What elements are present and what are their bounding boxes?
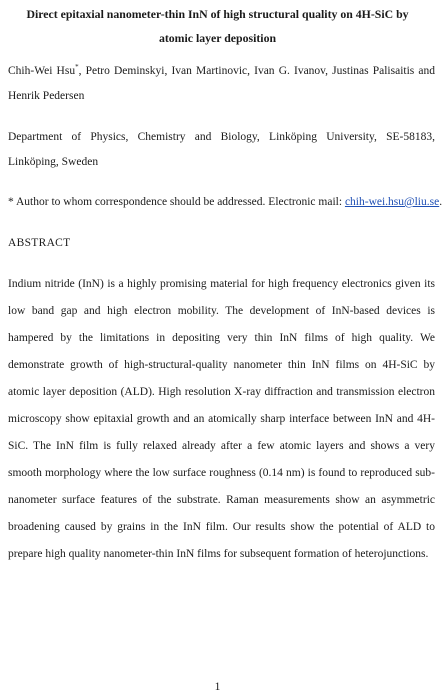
correspondence-note xyxy=(8,190,448,215)
first-author: Chih-Wei Hsu xyxy=(8,65,76,77)
corresponding-author-marker: * xyxy=(75,63,79,71)
email-link[interactable]: chih-wei.hsu@liu.se xyxy=(344,196,440,208)
paper-title: Direct epitaxial nanometer-thin InN of high structural quality on 4H-SiC by atomic layer deposition xyxy=(26,7,409,45)
correspondence-end: . xyxy=(439,196,443,208)
other-authors: , Petro Deminskyi, Ivan Martinovic, Ivan G. Ivanov, Justinas Palisaitis and Henrik Pedersen xyxy=(8,65,435,102)
page-number: 1 xyxy=(214,681,221,693)
affiliation: Department of Physics, Chemistry and Biology, Linköping University, SE-58183, Linköping, Sweden xyxy=(8,131,435,168)
author-list xyxy=(8,59,435,109)
abstract-heading: ABSTRACT xyxy=(8,237,71,249)
correspondence-text: * Author to whom correspondence should be addressed. Electronic mail: xyxy=(8,196,345,208)
abstract-body: Indium nitride (InN) is a highly promising material for high frequency electronics given its low band gap and high electron mobility. The development of InN-based devices is hampered by the limitations in depositing very thin InN films of high quality. We demonstrate growth of high-structural-quality nanometer thin InN films on 4H-SiC by atomic layer deposition (ALD). High resolution X-ray diffraction and transmission electron microscopy show epitaxial growth and an atomically sharp interface between InN and 4H-SiC. The InN film is fully relaxed already after a few atomic layers and shows a very smooth morphology where the low surface roughness (0.14 nm) is found to reproduced sub-nanometer surface features of the substrate. Raman measurements show an asymmetric broadening caused by grains in the InN film. Our results show the potential of ALD to prepare high quality nanometer-thin InN films for subsequent formation of heterojunctions. xyxy=(8,278,435,560)
